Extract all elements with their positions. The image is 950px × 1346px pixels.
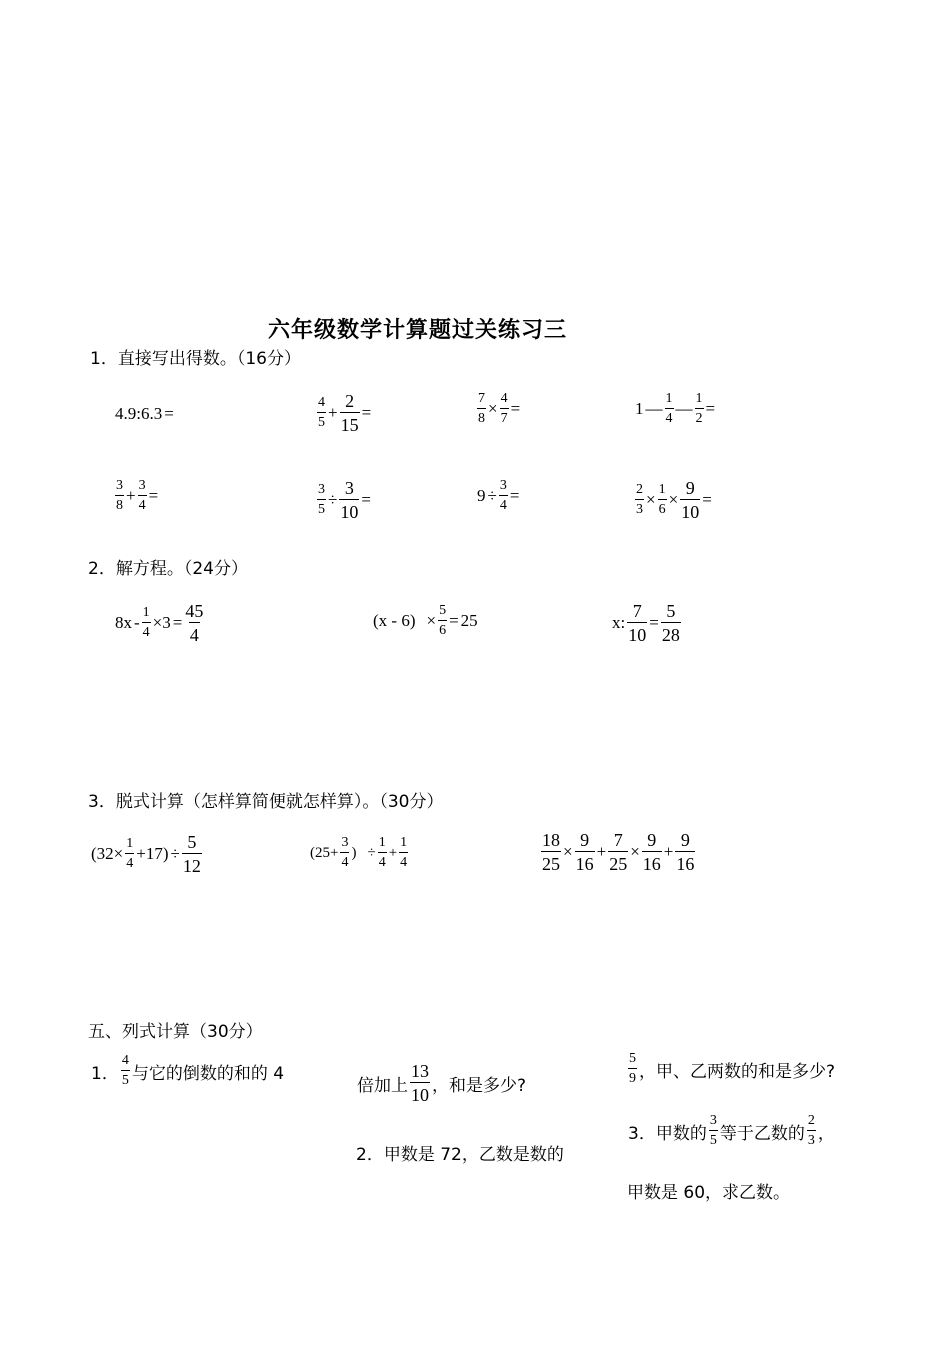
- operator: ÷: [328, 490, 338, 509]
- operator: +: [126, 486, 136, 505]
- fraction: $\frac{3}{4}$: [499, 478, 507, 513]
- page-title: 六年级数学计算题过关练习三: [268, 318, 568, 343]
- problem-1-2: [316, 392, 372, 434]
- fraction: $\frac{1}{4}$: [378, 835, 386, 870]
- problem-1-4: [634, 392, 716, 426]
- calc-2: [309, 836, 409, 870]
- fraction: $\frac{3}{8}$: [116, 478, 123, 513]
- fraction: $\frac{7}{10}$: [628, 601, 647, 645]
- operator: ÷: [367, 844, 376, 861]
- fraction: $\frac{3}{10}$: [340, 478, 359, 522]
- operator: —: [645, 399, 663, 418]
- operator: ×: [668, 490, 679, 509]
- operand: x:: [612, 613, 626, 632]
- operator: +: [328, 403, 338, 422]
- word-problem-1-continued: [356, 1062, 527, 1104]
- question-number: 1．: [91, 1063, 119, 1084]
- fraction: $\frac{3}{5}$: [318, 482, 325, 517]
- problem-1-3: [476, 392, 521, 426]
- operand: 1: [635, 399, 644, 418]
- fraction: $\frac{1}{4}$: [400, 835, 408, 870]
- question-text: 等于乙数的: [719, 1123, 805, 1144]
- operator: +: [596, 842, 607, 861]
- fraction: $\frac{7}{8}$: [478, 391, 485, 426]
- fraction: $\frac{2}{15}$: [340, 391, 359, 435]
- fraction: $\frac{1}{4}$: [665, 391, 673, 426]
- problem-1-5: [114, 479, 159, 513]
- question-text: ，: [817, 1123, 835, 1144]
- fraction: $\frac{45}{4}$: [185, 601, 204, 645]
- operator: ×: [630, 842, 640, 861]
- operand: 8x: [115, 613, 132, 632]
- operator: —: [675, 399, 693, 418]
- operator: ×: [488, 399, 498, 418]
- operator: ×: [646, 490, 656, 509]
- fraction: $\frac{7}{25}$: [609, 830, 628, 874]
- fraction: $\frac{5}{6}$: [439, 603, 447, 638]
- equals-sign: =: [361, 490, 371, 509]
- operand: 4.9:6.3: [115, 404, 163, 423]
- fraction: $\frac{5}{28}$: [661, 601, 680, 645]
- fraction: $\frac{2}{3}$: [636, 482, 643, 517]
- word-problem-2: 2．甲数是 72，乙数是数的: [356, 1145, 564, 1165]
- section-2-heading: 2．解方程。（24分）: [88, 559, 248, 579]
- question-text: ，和是多少?: [432, 1075, 527, 1096]
- operator: ÷: [487, 486, 497, 505]
- equation-3: [611, 602, 682, 644]
- word-problem-1: [90, 1054, 285, 1088]
- fraction: $\frac{2}{3}$: [807, 1113, 815, 1148]
- problem-1-7: [476, 479, 520, 513]
- equation-1: [114, 602, 205, 644]
- fraction: $\frac{5}{9}$: [629, 1051, 636, 1086]
- question-text: 倍加上: [357, 1075, 408, 1096]
- fraction: $\frac{1}{6}$: [658, 482, 666, 517]
- operand: 25: [460, 611, 478, 630]
- operator: ×: [563, 842, 573, 861]
- problem-1-1: [114, 404, 175, 424]
- fraction: $\frac{9}{16}$: [642, 830, 661, 874]
- fraction: $\frac{9}{10}$: [681, 478, 700, 522]
- operand: 9: [477, 486, 486, 505]
- fraction: $\frac{1}{2}$: [695, 391, 703, 426]
- fraction: $\frac{18}{25}$: [542, 830, 560, 874]
- operator: +: [663, 842, 674, 861]
- equation-2: [372, 604, 479, 638]
- fraction: $\frac{9}{16}$: [676, 830, 695, 874]
- section-3-heading: 3．脱式计算（怎样算简便就怎样算）。（30分）: [88, 792, 444, 812]
- problem-1-8: [634, 479, 713, 521]
- fraction: $\frac{4}{7}$: [500, 391, 508, 426]
- fraction: $\frac{3}{4}$: [341, 835, 349, 870]
- equals-sign: =: [148, 486, 159, 505]
- operator: +: [388, 844, 398, 861]
- fraction: $\frac{1}{4}$: [126, 836, 134, 871]
- operand: +17): [136, 844, 169, 863]
- calc-3: [540, 831, 696, 873]
- word-problem-3-continued: 甲数是 60，求乙数。: [627, 1183, 791, 1203]
- operator: -: [134, 613, 140, 632]
- equals-sign: =: [649, 613, 659, 632]
- fraction: $\frac{5}{12}$: [182, 832, 201, 876]
- problem-1-6: [316, 479, 372, 521]
- equals-sign: =: [705, 399, 716, 418]
- operand: (32×: [91, 844, 124, 863]
- operator: ×3: [152, 613, 171, 632]
- equals-sign: =: [172, 613, 183, 632]
- fraction: $\frac{4}{5}$: [318, 395, 325, 430]
- fraction: $\frac{1}{4}$: [142, 605, 150, 640]
- calc-1: [90, 833, 203, 875]
- equals-sign: =: [164, 404, 174, 423]
- fraction: $\frac{3}{4}$: [138, 478, 146, 513]
- fraction: $\frac{9}{16}$: [575, 830, 594, 874]
- operand: ): [351, 844, 357, 861]
- word-problem-3: [627, 1114, 836, 1148]
- word-problem-2-continued: [627, 1052, 836, 1086]
- question-text: ，甲、乙两数的和是多少?: [639, 1061, 836, 1082]
- section-1-heading: 1．直接写出得数。（16分）: [90, 349, 301, 369]
- section-5-heading: 五、列式计算（30分）: [88, 1022, 263, 1042]
- operator: ×: [426, 611, 437, 630]
- equals-sign: =: [509, 486, 520, 505]
- fraction: $\frac{4}{5}$: [121, 1053, 129, 1088]
- equals-sign: =: [510, 399, 521, 418]
- equals-sign: =: [702, 490, 712, 509]
- operator: ÷: [170, 844, 180, 863]
- question-text: 3．甲数的: [628, 1123, 707, 1144]
- operand: (25+: [310, 844, 339, 861]
- question-text: 与它的倒数的和的 4: [131, 1063, 285, 1084]
- operand: (x - 6): [373, 611, 416, 630]
- fraction: $\frac{3}{5}$: [709, 1113, 717, 1148]
- equals-sign: =: [449, 611, 459, 630]
- equals-sign: =: [361, 403, 372, 422]
- fraction: $\frac{13}{10}$: [411, 1061, 429, 1105]
